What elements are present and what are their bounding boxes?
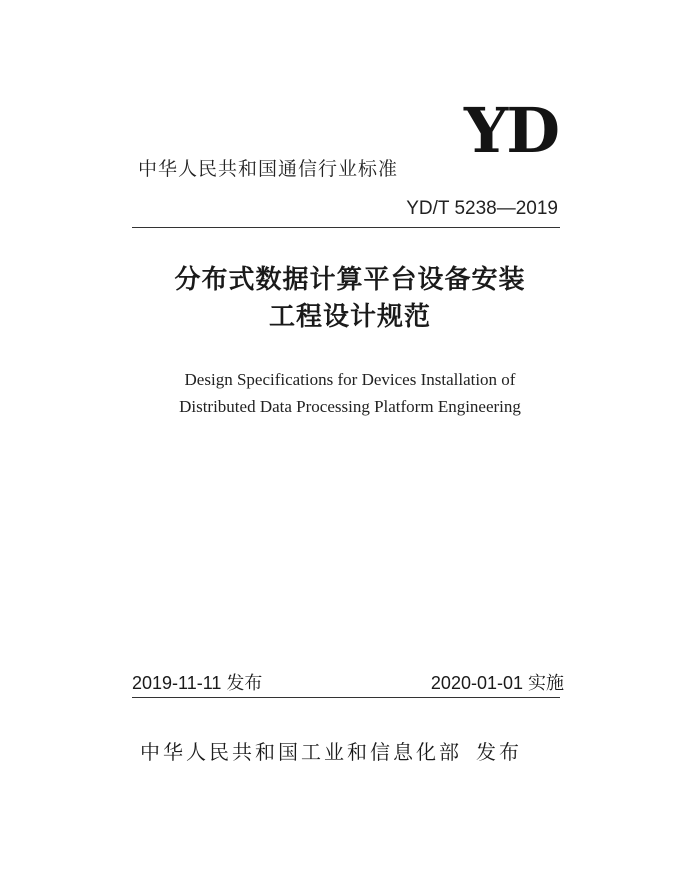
issuing-authority [140,739,522,765]
footer-divider [132,697,560,698]
header-divider [132,227,560,228]
issuer-action: 发布 [476,740,522,764]
english-title-line-1: Design Specifications for Devices Installation of [184,370,516,389]
industry-standard-title: 中华人民共和国通信行业标准 [138,158,399,180]
yd-logo: YD [464,94,559,167]
implementation-date: 2020-01-01 实施 [430,673,564,693]
chinese-title-line-2: 工程设计规范 [268,302,431,332]
chinese-title-line-1: 分布式数据计算平台设备安装 [174,265,526,295]
issue-date: 2019-11-11 发布 [132,673,263,693]
issuer-name: 中华人民共和国工业和信息化部 [140,740,462,764]
english-title-line-2: Distributed Data Processing Platform Engineering [179,397,521,416]
standard-number: YD/T 5238—2019 [406,198,558,219]
